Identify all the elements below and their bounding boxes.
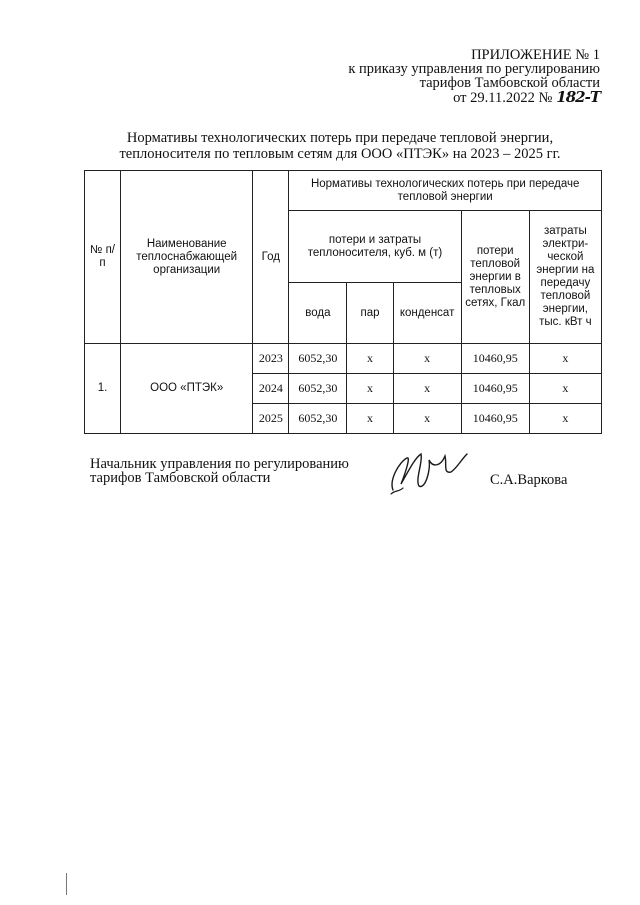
cell-heat: 10460,95	[461, 374, 529, 404]
cell-heat: 10460,95	[461, 404, 529, 434]
document-title	[90, 130, 590, 162]
position-line-1: Начальник управления по регулированию	[90, 456, 349, 472]
table-row	[85, 344, 602, 374]
norms-table	[84, 170, 602, 434]
header-heat-losses: потери тепловой энергии в тепловых сетях, Гкал	[461, 211, 529, 344]
header-carrier-losses: потери и затраты теплоносителя, куб. м (т)	[289, 211, 461, 283]
cell-year: 2024	[253, 374, 289, 404]
cell-water: 6052,30	[289, 404, 347, 434]
cell-year: 2023	[253, 344, 289, 374]
appendix-date-line	[300, 90, 600, 105]
cell-steam: х	[347, 404, 393, 434]
title-line-2: теплоносителя по тепловым сетям для ООО «ПТЭК» на 2023 – 2025 гг.	[119, 146, 561, 162]
appendix-header	[300, 48, 600, 105]
handwritten-signature	[385, 440, 475, 500]
cell-condensate: х	[393, 374, 461, 404]
cell-steam: х	[347, 344, 393, 374]
signatory-position	[90, 457, 349, 485]
header-num: № п/п	[85, 171, 121, 344]
cell-year: 2025	[253, 404, 289, 434]
title-line-1: Нормативы технологических потерь при передаче тепловой энергии,	[126, 130, 554, 146]
appendix-title: ПРИЛОЖЕНИЕ № 1	[471, 47, 600, 63]
cell-condensate: х	[393, 344, 461, 374]
signatory-name: С.А.Варкова	[490, 472, 568, 488]
appendix-date: от 29.11.2022 №	[453, 90, 553, 106]
order-number-handwritten: 182-Т	[556, 88, 600, 106]
cell-electric: х	[529, 374, 601, 404]
cell-water: 6052,30	[289, 374, 347, 404]
header-electric: затраты электри-ческой энергии на передачу тепловой энергии, тыс. кВт ч	[529, 211, 601, 344]
cell-electric: х	[529, 404, 601, 434]
header-year: Год	[253, 171, 289, 344]
header-group: Нормативы технологических потерь при передаче тепловой энергии	[289, 171, 602, 211]
position-line-2: тарифов Тамбовской области	[90, 470, 271, 486]
margin-mark	[66, 873, 67, 895]
appendix-order-ref: к приказу управления по регулированию	[348, 61, 600, 77]
appendix-authority: тарифов Тамбовской области	[419, 75, 600, 91]
header-steam: пар	[347, 283, 393, 344]
cell-water: 6052,30	[289, 344, 347, 374]
cell-electric: х	[529, 344, 601, 374]
cell-steam: х	[347, 374, 393, 404]
header-water: вода	[289, 283, 347, 344]
header-condensate: конденсат	[393, 283, 461, 344]
row-num: 1.	[85, 344, 121, 434]
header-org: Наименование теплоснабжающей организации	[121, 171, 253, 344]
cell-heat: 10460,95	[461, 344, 529, 374]
org-name: ООО «ПТЭК»	[121, 344, 253, 434]
cell-condensate: х	[393, 404, 461, 434]
